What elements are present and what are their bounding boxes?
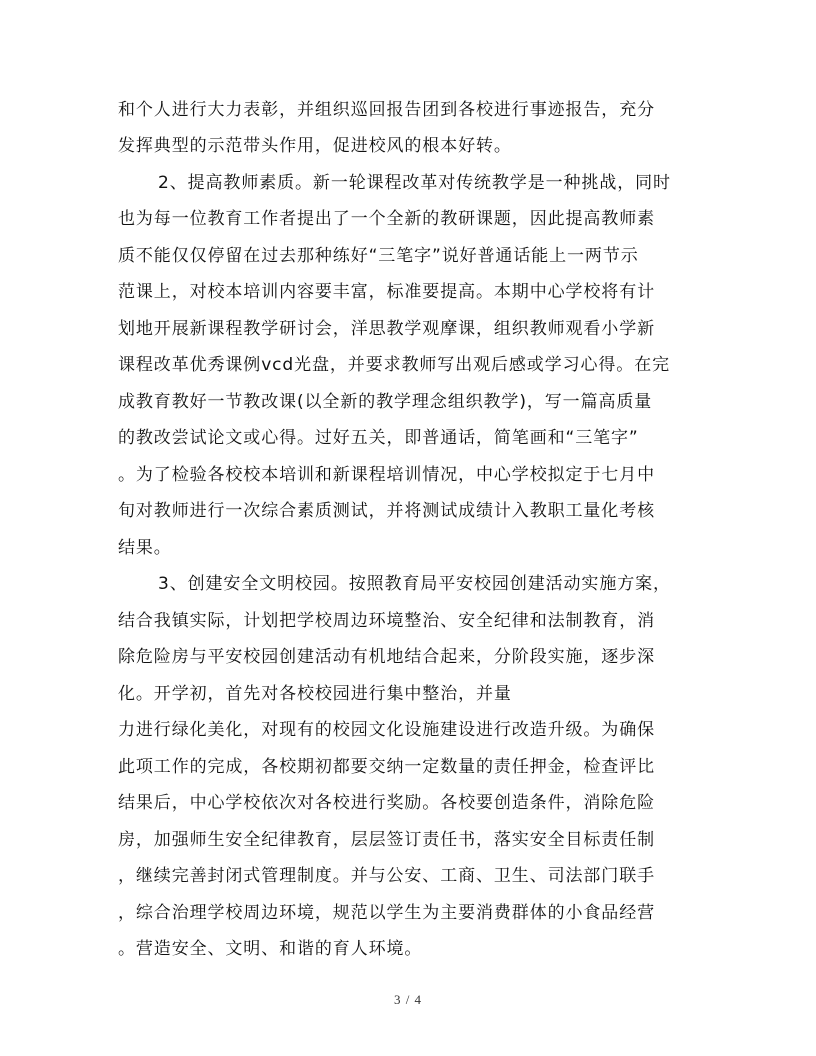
text-line: 房，加强师生安全纪律教育，层层签订责任书，落实安全目标责任制 xyxy=(118,830,655,850)
text-line: 此项工作的完成，各校期初都要交纳一定数量的责任押金，检查评比 xyxy=(118,757,655,777)
text-line: 的教改尝试论文或心得。过好五关，即普通话，简笔画和“三笔字” xyxy=(118,428,639,448)
text-line: 3、创建安全文明校园。按照教育局平安校园创建活动实施方案， xyxy=(158,574,671,594)
text-line: 结果。 xyxy=(118,538,172,558)
text-line: 和个人进行大力表彰，并组织巡回报告团到各校进行事迹报告，充分 xyxy=(118,100,655,120)
text-line: ，综合治理学校周边环境，规范以学生为主要消费群体的小食品经营 xyxy=(118,903,655,923)
text-line: 力进行绿化美化，对现有的校园文化设施建设进行改造升级。为确保 xyxy=(118,720,655,740)
text-line: 发挥典型的示范带头作用，促进校风的根本好转。 xyxy=(118,136,512,156)
text-line: 质不能仅仅停留在过去那种练好“三笔字”说好普通话能上一两节示 xyxy=(118,246,639,266)
text-line: 结合我镇实际，计划把学校周边环境整治、安全纪律和法制教育，消 xyxy=(118,611,655,631)
text-line: 化。开学初，首先对各校校园进行集中整治，并量 xyxy=(118,684,512,704)
text-line: 也为每一位教育工作者提出了一个全新的教研课题，因此提高教师素 xyxy=(118,209,655,229)
page-number: 3 / 4 xyxy=(393,992,423,1007)
text-line: 范课上，对校本培训内容要丰富，标准要提高。本期中心学校将有计 xyxy=(118,282,655,302)
text-line: 。营造安全、文明、和谐的育人环境。 xyxy=(118,939,423,959)
text-line: 划地开展新课程教学研讨会，洋思教学观摩课，组织教师观看小学新 xyxy=(118,319,655,339)
text-line: ，继续完善封闭式管理制度。并与公安、工商、卫生、司法部门联手 xyxy=(118,866,655,886)
text-line: 成教育教好一节教改课(以全新的教学理念组织教学)，写一篇高质量 xyxy=(118,392,653,412)
text-line: 结果后，中心学校依次对各校进行奖励。各校要创造条件，消除危险 xyxy=(118,793,655,813)
text-line: 除危险房与平安校园创建活动有机地结合起来，分阶段实施，逐步深 xyxy=(118,647,655,667)
text-line: 。为了检验各校校本培训和新课程培训情况，中心学校拟定于七月中 xyxy=(118,465,655,485)
text-line: 课程改革优秀课例vcd光盘，并要求教师写出观后感或学习心得。在完 xyxy=(118,355,670,375)
text-line: 旬对教师进行一次综合素质测试，并将测试成绩计入教职工量化考核 xyxy=(118,501,655,521)
text-line: 2、提高教师素质。新一轮课程改革对传统教学是一种挑战，同时 xyxy=(158,173,671,193)
